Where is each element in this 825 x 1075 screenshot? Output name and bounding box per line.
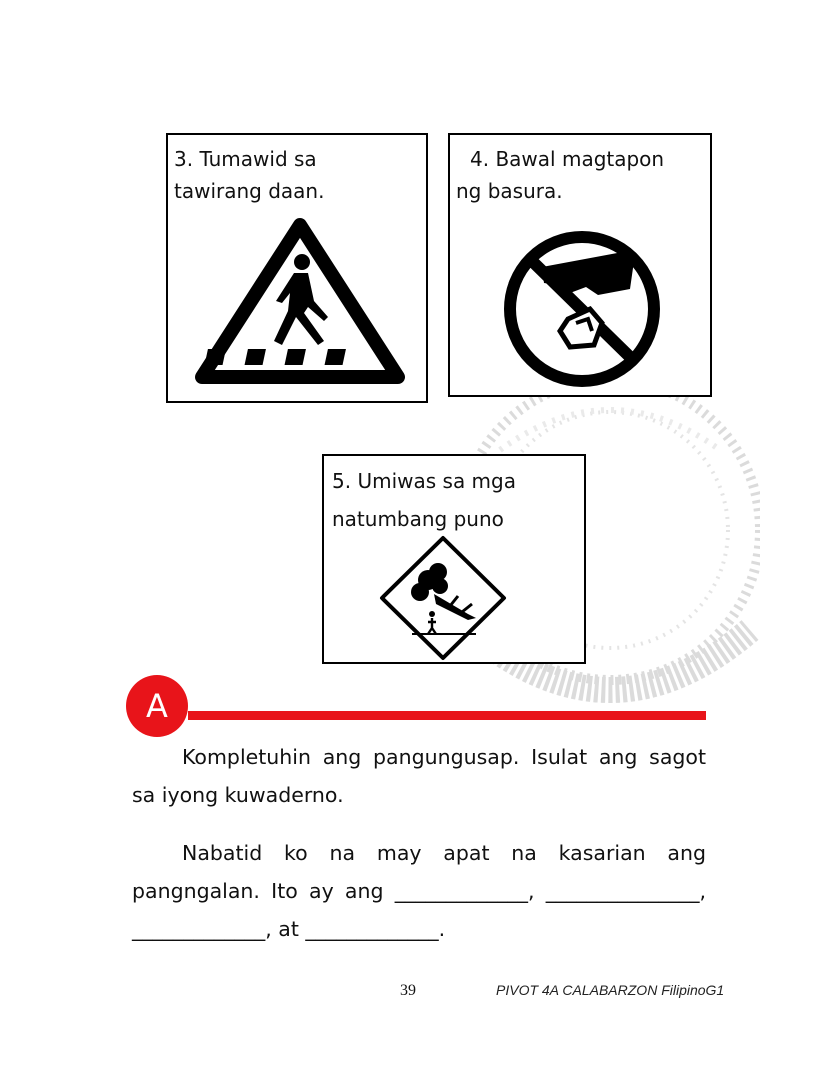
section-letter-badge: A [126,675,188,737]
instruction-text: Kompletuhin ang pangungusap. Isulat ang sagot sa iyong kuwaderno. [132,745,706,807]
no-littering-sign-icon [498,227,668,389]
pedestrian-crossing-sign-icon [194,217,406,385]
footer-label: PIVOT 4A CALABARZON FilipinoG1 [496,982,725,998]
sign-caption: 4. Bawal magtapon ng basura. [456,147,665,203]
sign-caption: 3. Tumawid sa tawirang daan. [174,147,325,203]
sign-card-no-littering [448,133,712,397]
fallen-tree-sign-icon [376,534,510,662]
sign-card-fallen-tree [322,454,586,664]
sign-caption: 5. Umiwas sa mga natumbang puno [332,469,516,531]
sign-card-crossing [166,133,428,403]
page-number: 39 [400,982,416,999]
exercise-sentence: Nabatid ko na may apat na kasarian ang pangngalan. Ito ay ang _____________, _______________, _____________, at _____________. [132,841,706,941]
section-divider-rule [188,711,706,720]
